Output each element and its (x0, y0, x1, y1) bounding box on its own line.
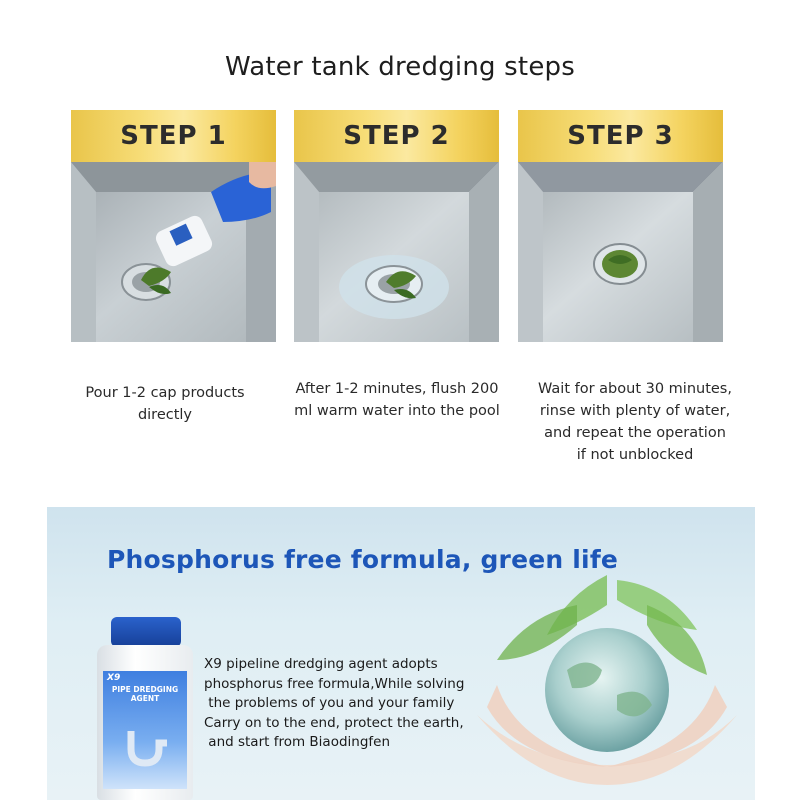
step-3-caption-line: Wait for about 30 minutes, (538, 381, 732, 397)
step-2-header (294, 110, 499, 162)
step-3-header (518, 110, 723, 162)
step-3-caption-line: and repeat the operation (544, 425, 726, 441)
step-3-caption-line: if not unblocked (576, 447, 694, 463)
banner-body-line: the problems of you and your family (204, 695, 455, 711)
bottle-product-name: PIPE DREDGING AGENT (111, 685, 179, 703)
step-1-header (71, 110, 276, 162)
step-2-caption-line: After 1-2 minutes, flush 200 (295, 381, 499, 397)
step-2-caption (283, 378, 511, 422)
promo-banner (47, 507, 755, 800)
product-bottle (97, 617, 193, 800)
banner-body-line: X9 pipeline dredging agent adopts (204, 656, 438, 672)
step-3-photo (518, 162, 723, 342)
step-1-caption (60, 382, 270, 426)
step-1-photo (71, 162, 276, 342)
banner-body-line: and start from Biaodingfen (204, 734, 391, 750)
step-3-caption-line: rinse with plenty of water, (539, 403, 731, 419)
pipe-icon (125, 727, 169, 767)
step-2-caption-line: ml warm water into the pool (294, 403, 500, 419)
step-1-caption-line: directly (137, 407, 193, 423)
bottle-cap (111, 617, 181, 647)
bottle-brand: X9 (107, 673, 121, 683)
step-1-caption-line: Pour 1-2 cap products (85, 385, 245, 401)
hands-globe-illustration (457, 565, 755, 800)
banner-body (204, 655, 474, 753)
bottle-label (103, 671, 187, 789)
step-2-photo (294, 162, 499, 342)
banner-body-line: phosphorus free formula,While solving (204, 675, 465, 692)
step-2-label: STEP 2 (343, 121, 450, 151)
banner-body-line: Carry on to the end, protect the earth, (204, 714, 464, 731)
banner-heading: Phosphorus free formula, green life (107, 545, 619, 574)
step-3-caption (530, 378, 740, 466)
step-3-label: STEP 3 (567, 121, 674, 151)
step-1-label: STEP 1 (120, 121, 227, 151)
page-title: Water tank dredging steps (225, 52, 575, 82)
